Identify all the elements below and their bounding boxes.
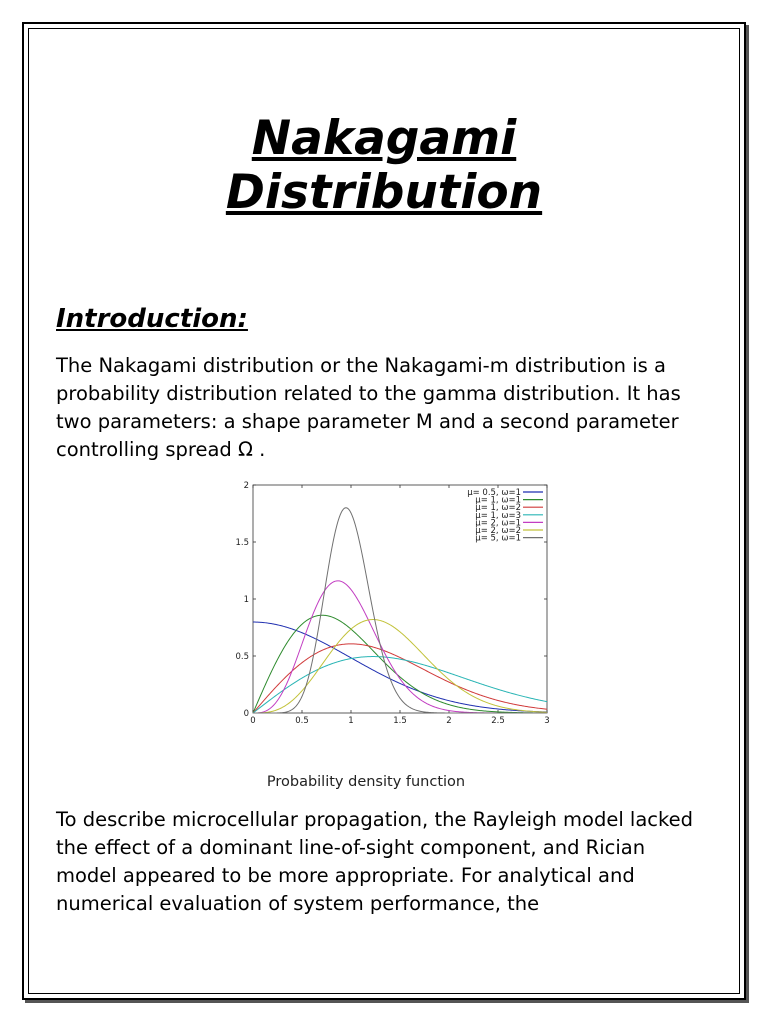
legend-label: μ= 1, ω=1: [475, 495, 521, 506]
document-title: [0, 112, 768, 220]
figure-caption: Probability density function: [266, 774, 466, 790]
y-tick-label: 1.5: [235, 538, 249, 548]
legend-label: μ= 2, ω=2: [475, 526, 521, 536]
legend-label: μ= 2, ω=1: [475, 518, 521, 529]
x-tick-label: 0: [250, 716, 256, 726]
title-line-2: Distribution: [225, 165, 543, 220]
intro-paragraph: The Nakagami distribution or the Nakagami-m distribution is a probability distribution related to the gamma distribution. It has two parameters: a shape parameter M and a second parameter controlling spread Ω .: [56, 354, 681, 461]
x-tick-label: 1.5: [393, 716, 407, 726]
pdf-chart: [230, 478, 560, 728]
body-paragraph: To describe microcellular propagation, the Rayleigh model lacked the effect of a dominant line-of-sight component, and Rician model appeared to be more appropriate. For analytical and numerical evaluation of system performance, the: [56, 808, 693, 915]
y-tick-label: 2: [243, 481, 249, 491]
y-tick-label: 1: [243, 595, 249, 605]
x-tick-label: 0.5: [295, 716, 309, 726]
x-tick-label: 2.5: [491, 716, 505, 726]
y-tick-label: 0: [243, 709, 249, 719]
legend-label: μ= 0.5, ω=1: [467, 488, 521, 498]
series-line: [253, 581, 547, 713]
y-tick-label: 0.5: [235, 652, 249, 662]
x-tick-label: 3: [544, 716, 550, 726]
section-heading: Introduction:: [56, 304, 248, 334]
legend-label: μ= 1, ω=3: [475, 510, 521, 521]
legend-label: μ= 5, ω=1: [475, 533, 521, 544]
x-tick-label: 1: [348, 716, 354, 726]
title-line-1: Nakagami: [251, 111, 517, 166]
x-tick-label: 2: [446, 716, 452, 726]
legend-label: μ= 1, ω=2: [475, 503, 521, 514]
